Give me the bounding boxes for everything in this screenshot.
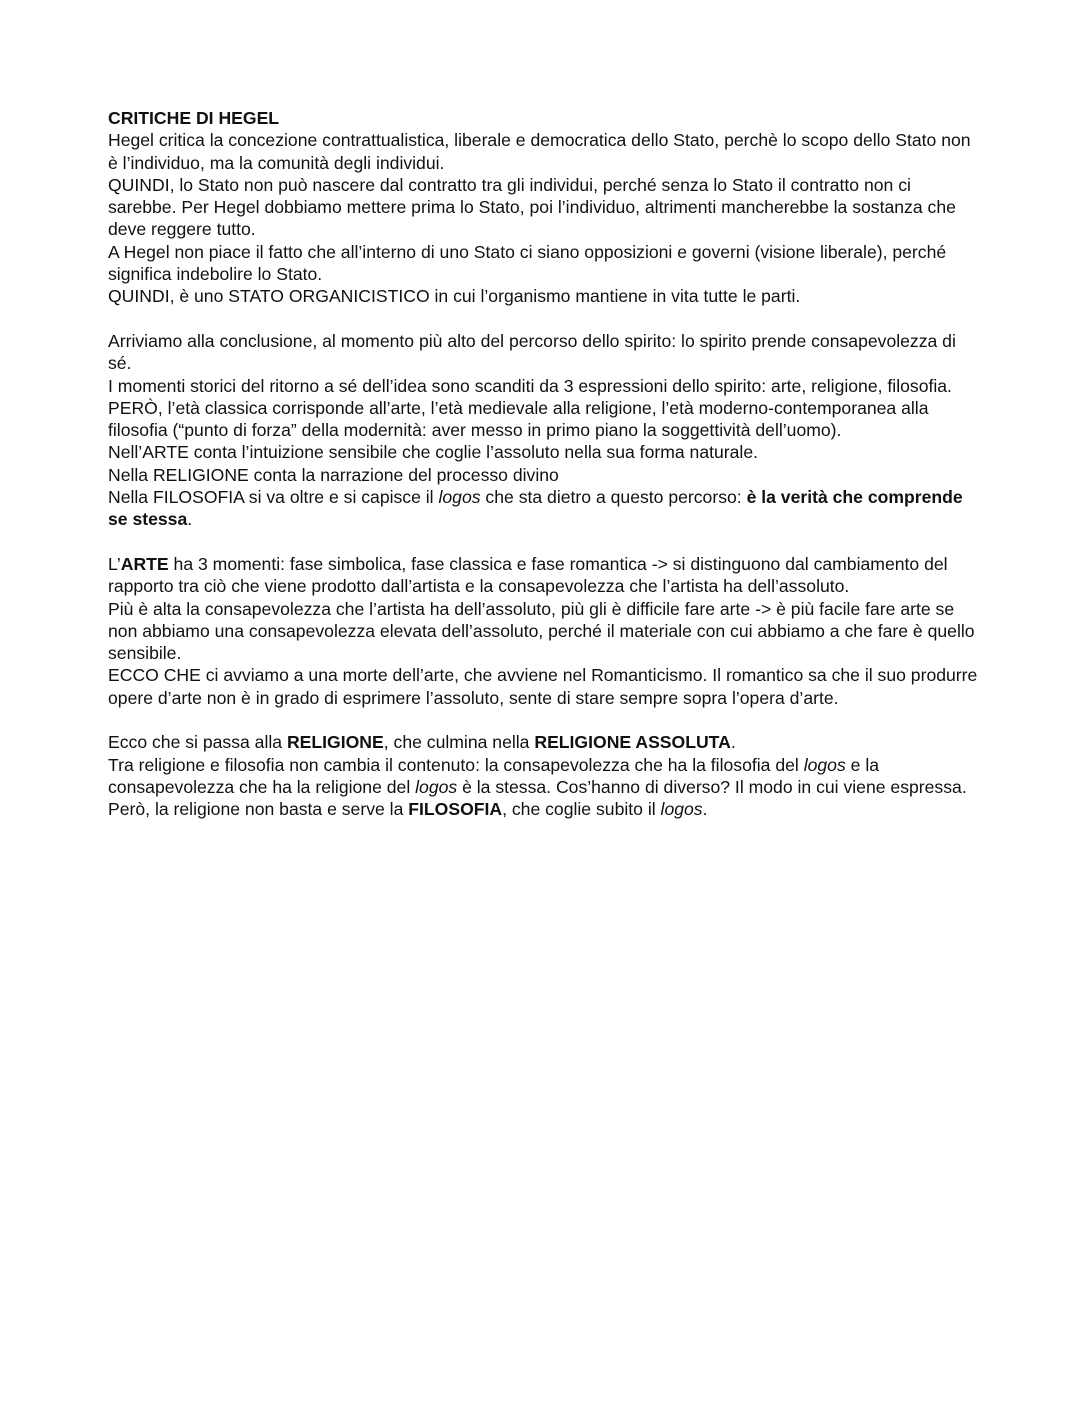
spacer xyxy=(108,709,980,731)
paragraph-death-of-art: ECCO CHE ci avviamo a una morte dell’arte, che avviene nel Romanticismo. Il romantico sa che il suo produrre opere d’arte non è in grado di esprimere l’assoluto, sente di stare sempre sopra l’opera d’arte. xyxy=(108,665,978,708)
paragraph-art-intuition: Nell’ARTE conta l’intuizione sensibile che coglie l’assoluto nella sua forma naturale. xyxy=(108,442,759,463)
paragraph-opposition: A Hegel non piace il fatto che all’interno di uno Stato ci siano opposizioni e governi (visione liberale), perché significa indebolire lo Stato. xyxy=(108,241,947,285)
paragraph-absolute-religion: Ecco che si passa alla RELIGIONE, che culmina nella RELIGIONE ASSOLUTA. xyxy=(108,732,736,753)
paragraph-conclusion: Arriviamo alla conclusione, al momento più alto del percorso dello spirito: lo spirito prende consapevolezza di sé. xyxy=(108,330,956,374)
paragraph-art-moments: L’ARTE ha 3 momenti: fase simbolica, fase classica e fase romantica -> si distinguono dal cambiamento del rapporto tra ciò che viene prodotto dall’artista e la consapevolezza che l’artista ha dell’assoluto. xyxy=(108,553,948,597)
paragraph-ages: PERÒ, l’età classica corrisponde all’arte, l’età medievale alla religione, l’età moderno-contemporanea alla filosofia (“punto di forza” della modernità: aver messo in primo piano la soggettività dell’uomo). xyxy=(108,397,929,441)
spacer xyxy=(108,531,980,553)
paragraph-critique: Hegel critica la concezione contrattualistica, liberale e democratica dello Stato, perchè lo scopo dello Stato non è l’individuo, ma la comunità degli individui. xyxy=(108,130,971,173)
paragraph-philosophy-logos: Nella FILOSOFIA si va oltre e si capisce il logos che sta dietro a questo percorso: è la verità che comprende se stessa. xyxy=(108,487,963,530)
paragraph-quindi-contract: QUINDI, lo Stato non può nascere dal contratto tra gli individui, perché senza lo Stato il contratto non ci sarebbe. Per Hegel dobbiamo mettere prima lo Stato, poi l’individuo, altrimenti mancherebbe la sostanza che deve reggere tutto. xyxy=(108,174,956,240)
spacer xyxy=(108,308,980,330)
paragraph-religion-philosophy: Tra religione e filosofia non cambia il contenuto: la consapevolezza che ha la filosofia del logos e la consapevolezza che ha la religione del logos è la stessa. Cos’hanno di diverso? Il modo in cui viene espressa. Però, la religione non basta e serve la FILOSOFIA, che coglie subito il logos. xyxy=(108,754,967,820)
paragraph-religion-narration: Nella RELIGIONE conta la narrazione del processo divino xyxy=(108,464,559,485)
paragraph-art-awareness: Più è alta la consapevolezza che l’artista ha dell’assoluto, più gli è difficile fare arte -> è più facile fare arte se non abbiamo una consapevolezza elevata dell’assoluto, perché il materiale con cui abbiamo a che fare è quello sensibile. xyxy=(108,598,975,664)
section-title: CRITICHE DI HEGEL xyxy=(108,108,280,128)
paragraph-organic-state: QUINDI, è uno STATO ORGANICISTICO in cui l’organismo mantiene in vita tutte le parti. xyxy=(108,286,801,307)
paragraph-historical-moments: I momenti storici del ritorno a sé dell’idea sono scanditi da 3 espressioni dello spirito: arte, religione, filosofia. xyxy=(108,375,952,396)
